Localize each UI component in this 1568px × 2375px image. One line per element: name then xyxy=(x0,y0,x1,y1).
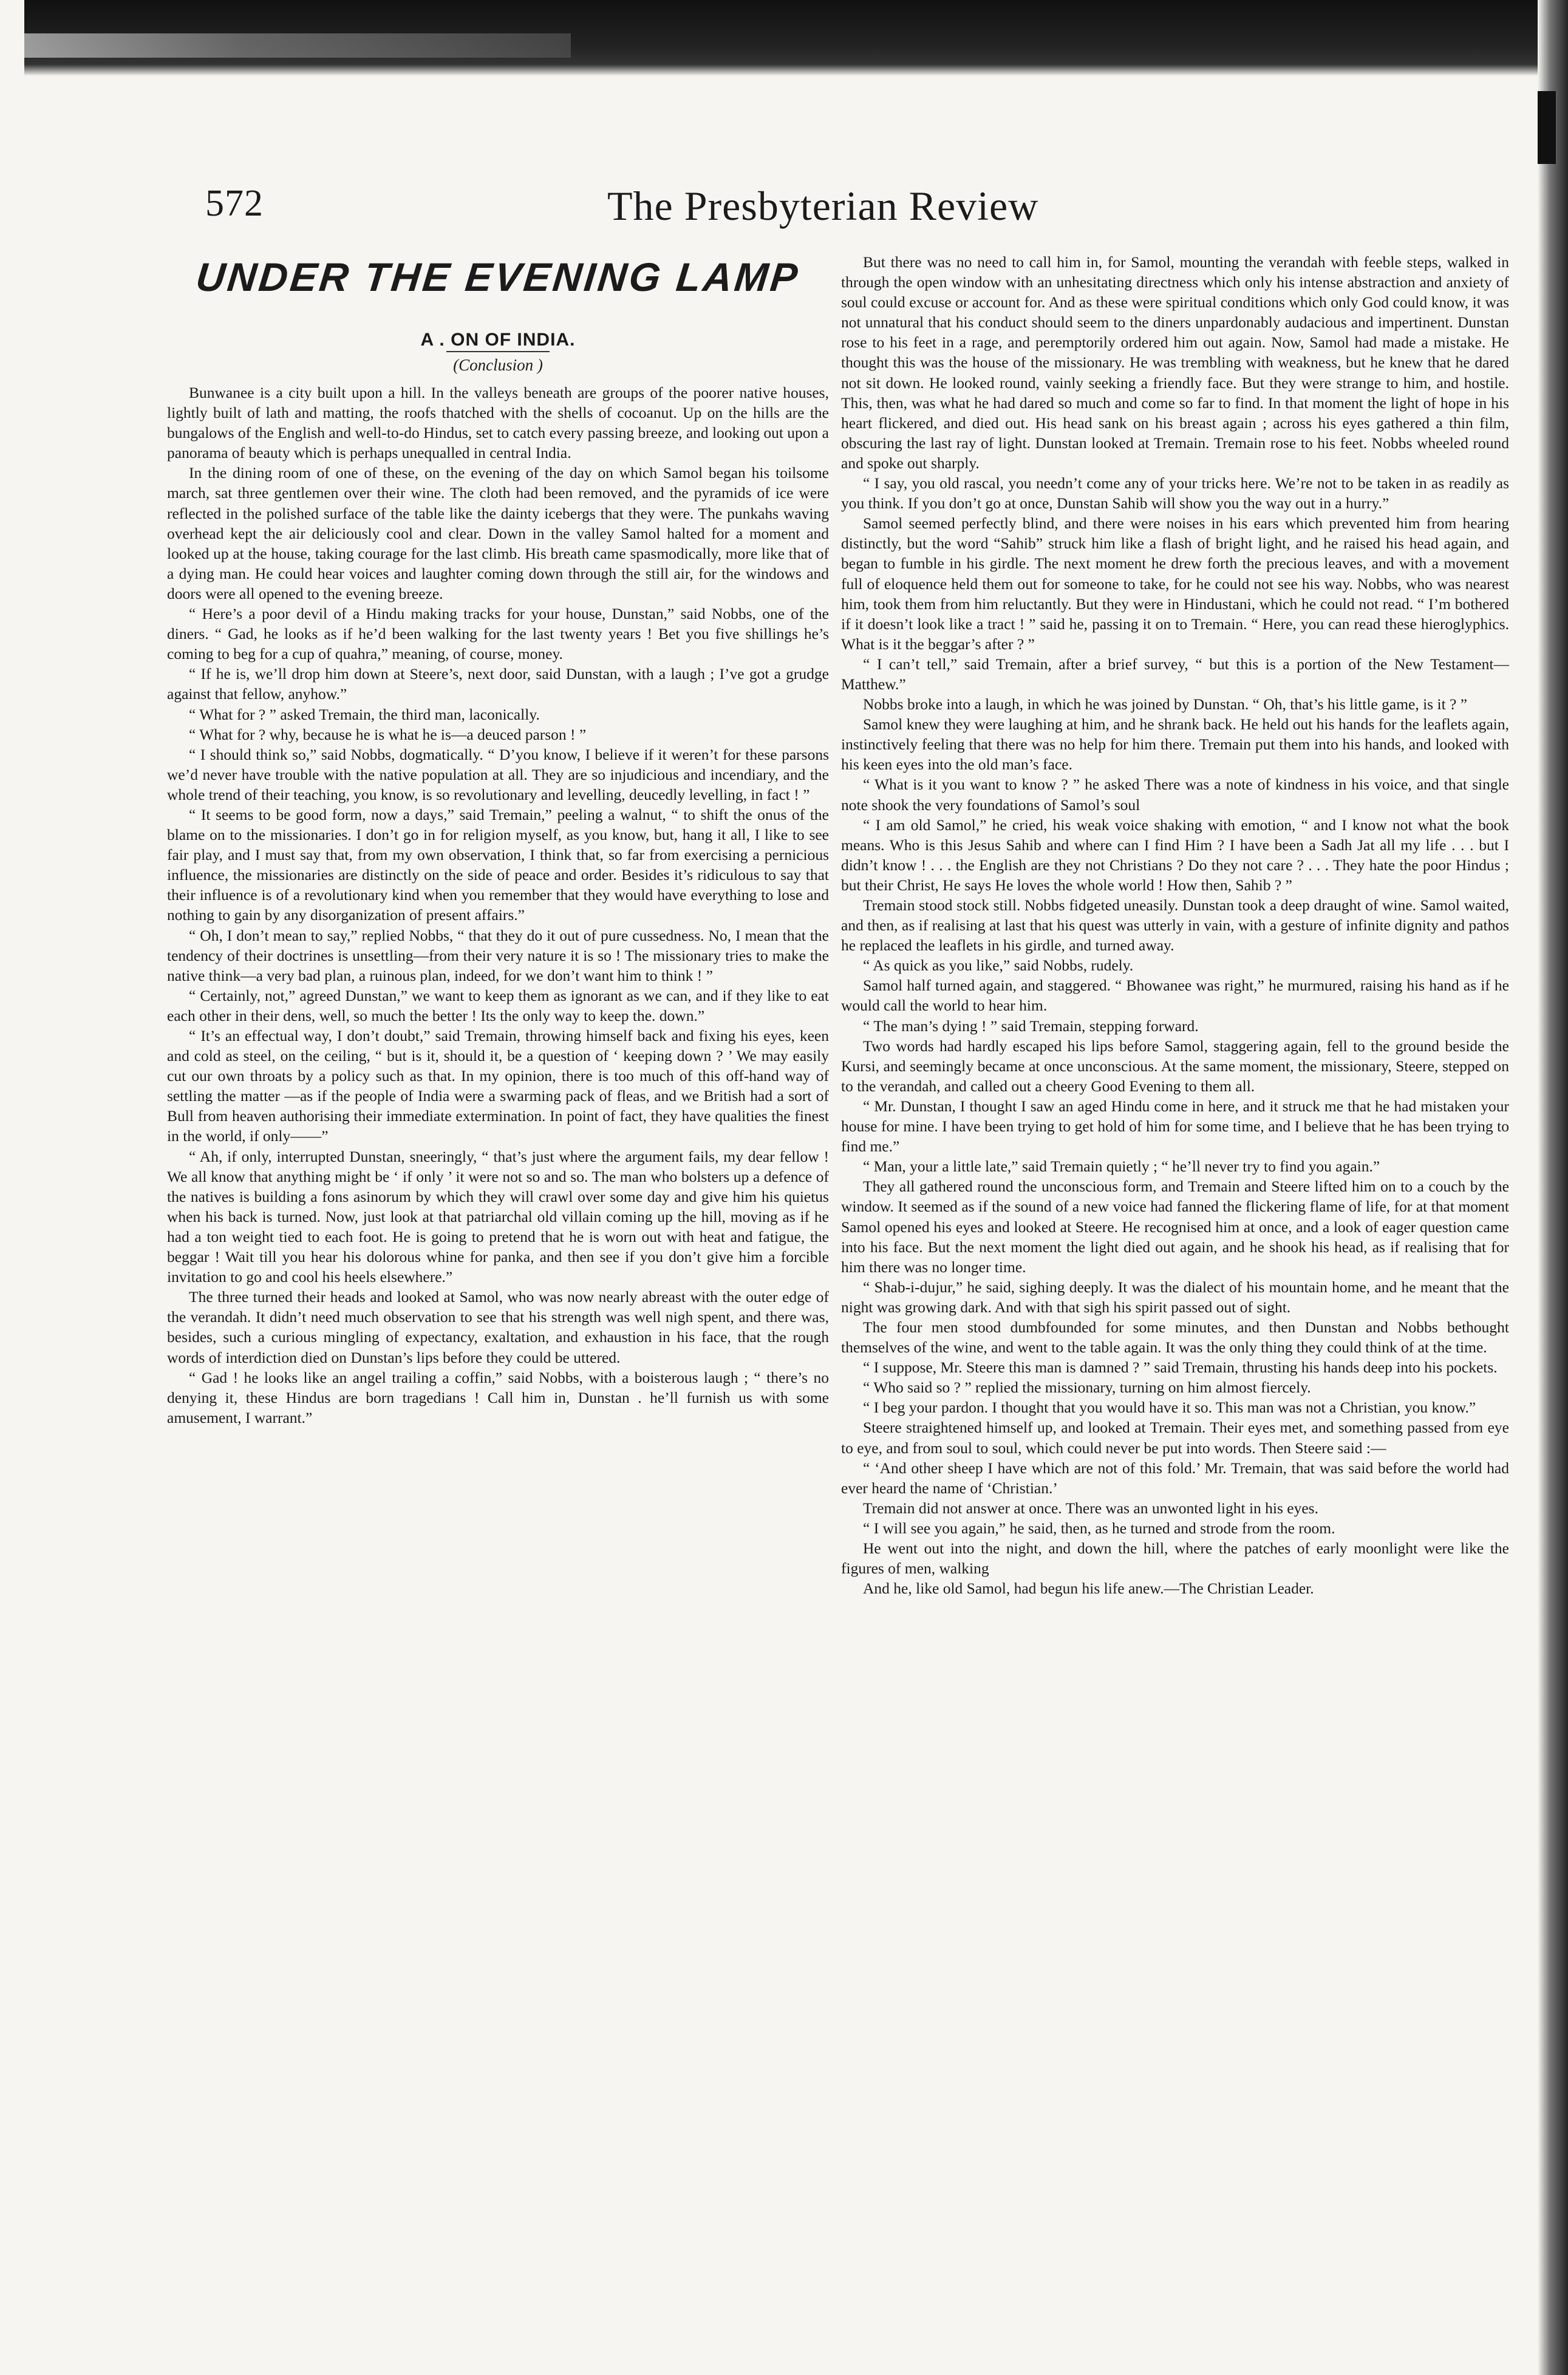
paragraph: “ Mr. Dunstan, I thought I saw an aged Hindu come in here, and it struck me that he had mistaken your house for mine. I have been trying to get hold of him for some time, and I believe that he has been trying to find me.” xyxy=(841,1097,1509,1156)
paragraph: “ ‘And other sheep I have which are not of this fold.’ Mr. Tremain, that was said before the world had ever heard the name of ‘Christian.’ xyxy=(841,1459,1509,1497)
right-column xyxy=(841,252,1509,1598)
paragraph: “ Oh, I don’t mean to say,” replied Nobbs, “ that they do it out of pure cussedness. No, I mean that the tendency of their doctrines is unsettling—from their very nature it is so ! The missionary tries to make the native think—a very bad plan, a ruinous plan, indeed, for we don’t want him to think ! ” xyxy=(167,926,829,984)
right-column-text xyxy=(841,252,1509,1598)
paragraph: “ What is it you want to know ? ” he asked There was a note of kindness in his voice, and that single note shook the very foundations of Samol’s soul xyxy=(841,775,1509,814)
paragraph: “ Certainly, not,” agreed Dunstan,” we want to keep them as ignorant as we can, and if they like to eat each other in their dens, well, so much the better ! Its the only way to keep the. down.” xyxy=(167,986,829,1024)
scan-border-gap xyxy=(24,33,571,58)
paragraph: “ I beg your pardon. I thought that you would have it so. This man was not a Christian, you know.” xyxy=(863,1399,1476,1417)
paragraph: “ I am old Samol,” he cried, his weak voice shaking with emotion, “ and I know not what the book means. Who is this Jesus Sahib and where can I find Him ? I have been a Sadh Jat all my life . . . but I didn’t know ! . . . the English are they not Christians ? Do they not care ? . . . They hate the poor Hindus ; but their Christ, He says He loves the whole world ! How then, Sahib ? ” xyxy=(841,816,1509,894)
paragraph: Steere straightened himself up, and looked at Tremain. Their eyes met, and something passed from eye to eye, and from soul to soul, which could never be put into words. Then Steere said :— xyxy=(841,1419,1509,1457)
paragraph: “ As quick as you like,” said Nobbs, rudely. xyxy=(863,956,1134,975)
paragraph: In the dining room of one of these, on the evening of the day on which Samol began his toilsome march, sat three gentlemen over their wine. The cloth had been removed, and the pyramids of ice were reflected in the polished surface of the table like the dainty icebergs that they were. The punkahs waving overhead kept the air deliciously cool and clear. Down in the valley Samol halted for a moment and looked up at the house, taking courage for the last climb. His breath came spasmodically, more like that of a dying man. He could hear voices and laughter coming down through the still air, for the windows and doors were all opened to the evening breeze. xyxy=(167,464,829,602)
section-title: UNDER THE EVENING LAMP xyxy=(194,254,802,299)
paragraph: “ I will see you again,” he said, then, as he turned and strode from the room. xyxy=(863,1519,1335,1537)
paragraph: Two words had hardly escaped his lips before Samol, staggering again, fell to the ground beside the Kursi, and seemingly became at once unconscious. At the same moment, the missionary, Steere, stepped on to the verandah, and called out a cheery Good Evening to them all. xyxy=(841,1037,1509,1095)
paragraph: Bunwanee is a city built upon a hill. In the valleys beneath are groups of the poorer native houses, lightly built of lath and matting, the roofs thatched with the shells of cocoanut. Up on the hills are the bungalows of the English and well-to-do Hindus, set to catch every passing breeze, and looking out upon a panorama of beauty which is perhaps unequalled in central India. xyxy=(167,384,829,462)
paragraph: Tremain did not answer at once. There was an unwonted light in his eyes. xyxy=(863,1499,1318,1517)
paragraph: “ Gad ! he looks like an angel trailing a coffin,” said Nobbs, with a boisterous laugh ; “ there’s no denying it, these Hindus are born tragedians ! Call him in, Dunstan . he’ll furnish us with some amusement, I warrant.” xyxy=(167,1368,829,1426)
paragraph: Samol knew they were laughing at him, and he shrank back. He held out his hands for the leaflets again, instinctively feeling that there was no help for him there. Tremain put them into his hands, and looked with his keen eyes into the old man’s face. xyxy=(841,715,1509,774)
paragraph: “ The man’s dying ! ” said Tremain, stepping forward. xyxy=(863,1017,1199,1035)
paragraph: “ I can’t tell,” said Tremain, after a brief survey, “ but this is a portion of the New Testament—Matthew.” xyxy=(841,655,1509,693)
page-number: 572 xyxy=(205,183,264,224)
paragraph: “ Who said so ? ” replied the missionary, turning on him almost fiercely. xyxy=(863,1378,1311,1397)
paragraph: “ What for ? why, because he is what he is—a deuced parson ! ” xyxy=(189,725,587,743)
scan-border-notch xyxy=(1538,91,1556,164)
paragraph: “ Shab-i-dujur,” he said, sighing deeply. It was the dialect of his mountain home, and he meant that the night was growing dark. And with that sigh his spirit passed out of sight. xyxy=(841,1278,1509,1316)
paragraph: “ Man, your a little late,” said Tremain quietly ; “ he’ll never try to find you again.” xyxy=(863,1157,1380,1176)
running-head: The Presbyterian Review xyxy=(607,183,1039,229)
paragraph: The three turned their heads and looked at Samol, who was now nearly abreast with the outer edge of the verandah. It didn’t need much observation to see that his strength was well nigh spent, and there was, besides, such a curious mingling of expectancy, exaltation, and exhaustion in his face, that the rough words of interdiction died on Dunstan’s lips before they could be uttered. xyxy=(167,1288,829,1366)
paragraph: “ I say, you old rascal, you needn’t come any of your tricks here. We’re not to be taken in as readily as you think. If you don’t go at once, Dunstan Sahib will show you the way out in a hurry.” xyxy=(841,474,1509,513)
paragraph: He went out into the night, and down the hill, where the patches of early moonlight were like the figures of men, walking xyxy=(841,1539,1509,1578)
title-rule xyxy=(446,351,550,352)
scan-border-top xyxy=(24,0,1568,76)
paragraph: “ What for ? ” asked Tremain, the third man, laconically. xyxy=(189,705,540,723)
paragraph: “ Here’s a poor devil of a Hindu making tracks for your house, Dunstan,” said Nobbs, one of the diners. “ Gad, he looks as if he’d been walking for the last twenty years ! Bet you five shillings he’s coming to beg for a cup of quahra,” meaning, of course, money. xyxy=(167,605,829,663)
scan-border-right xyxy=(1538,0,1568,2375)
paragraph: And he, like old Samol, had begun his life anew.—The Christian Leader. xyxy=(863,1579,1314,1598)
left-column xyxy=(167,255,829,1428)
article-subtitle: (Conclusion ) xyxy=(453,356,543,374)
paragraph: “ If he is, we’ll drop him down at Steere’s, next door, said Dunstan, with a laugh ; I’ve got a grudge against that fellow, anyhow.” xyxy=(167,665,829,703)
paragraph: But there was no need to call him in, for Samol, mounting the verandah with feeble steps, walked in through the open window with an unhesitating directness which only his intense abstraction and anxiety of soul could excuse or account for. And as these were spiritual conditions which only God could know, it was not unnatural that his conduct should seem to the diners unpardonably audacious and impertinent. Dunstan rose to his feet in a rage, and peremptorily ordered him out again. Now, Samol had made a mistake. He thought this was the house of the missionary. He was trembling with weakness, but he knew that he dared not sit down. He looked round, vainly seeking a friendly face. But they were strange to him, and hostile. This, then, was what he had dared so much and come so far to find. In that moment the light of hope in his heart flickered, and died out. His head sank on his breast again ; across his eyes gathered a thin film, obscuring the last ray of light. Dunstan looked at Tremain. Tremain rose to his feet. Nobbs wheeled round and spoke out sharply. xyxy=(841,253,1509,472)
paragraph: Samol seemed perfectly blind, and there were noises in his ears which prevented him from hearing distinctly, but the word “Sahib” struck him like a flash of bright light, and he raised his head again, and began to fumble in his girdle. The next moment he drew forth the precious leaves, and with a movement full of eloquence held them out for someone to take, for he could not see his way. Nobbs, who was nearest him, took them from him reluctantly. But they were in Hindustani, which he could not read. “ I’m bothered if it doesn’t look like a tract ! ” said he, passing it on to Tremain. “ Here, you can read these hieroglyphics. What is it the beggar’s after ? ” xyxy=(841,514,1509,653)
paragraph: Nobbs broke into a laugh, in which he was joined by Dunstan. “ Oh, that’s his little game, is it ? ” xyxy=(863,695,1468,714)
left-column-text xyxy=(167,383,829,1428)
paragraph: “ Ah, if only, interrupted Dunstan, sneeringly, “ that’s just where the argument fails, my dear fellow ! We all know that anything might be ‘ if only ’ it were not so and so. The man who bolsters up a defence of the natives is building a fons asinorum by which they will crawl over some day and give him his quietus when his back is turned. Now, just look at that patriarchal old villain coming up the hill, moving as if he had a ton weight tied to each foot. He is going to pretend that he is worn out with heat and fatigue, the beggar ! Wait till you hear his dolorous whine for panka, and then see if you don’t give him a forcible invitation to go and cool his heels elsewhere.” xyxy=(167,1147,829,1286)
paragraph: “ I suppose, Mr. Steere this man is damned ? ” said Tremain, thrusting his hands deep into his pockets. xyxy=(863,1358,1498,1377)
paragraph: The four men stood dumbfounded for some minutes, and then Dunstan and Nobbs bethought themselves of the wine, and went to the table again. It was the only thing they could think of at the time. xyxy=(841,1318,1509,1357)
article-title: A . ON OF INDIA. xyxy=(420,330,576,350)
paragraph: “ It’s an effectual way, I don’t doubt,” said Tremain, throwing himself back and fixing his eyes, keen and cold as steel, on the ceiling, “ but is it, should it, be a question of ‘ keeping down ? ’ We may easily cut our own throats by a policy such as that. In my opinion, there is too much of this off-hand way of settling the matter —as if the people of India were a swarming pack of fleas, and we British had a sort of Bull from heaven authorising their immediate extermination. In point of fact, they have qualities the finest in the world, if only——” xyxy=(167,1027,829,1145)
paragraph: They all gathered round the unconscious form, and Tremain and Steere lifted him on to a couch by the window. It seemed as if the sound of a new voice had fanned the flickering flame of life, for at that moment Samol opened his eyes and looked at Steere. He recognised him at once, and a look of eager question came into his face. But the next moment the light died out again, and he shook his head, as if realising that for him there was no longer time. xyxy=(841,1177,1509,1276)
paragraph: Samol half turned again, and staggered. “ Bhowanee was right,” he murmured, raising his hand as if he would call the world to hear him. xyxy=(841,976,1509,1015)
paragraph: “ I should think so,” said Nobbs, dogmatically. “ D’you know, I believe if it weren’t for these parsons we’d never have trouble with the native population at all. They are so injudicious and incendiary, and the whole trend of their teaching, you know, is so revolutionary and levelling, deucedly levelling, in fact ! ” xyxy=(167,745,829,803)
paragraph: “ It seems to be good form, now a days,” said Tremain,” peeling a walnut, “ to shift the onus of the blame on to the missionaries. I don’t go in for religion myself, as you know, but, hang it all, I like to see fair play, and I must say that, from my own observation, I think that, so far from exercising a pernicious influence, the missionaries are distinctly on the side of peace and order. Besides it’s ridiculous to say that their influence is of a revolutionary kind when you remember that they would have everything to lose and nothing to gain by any disorganization of present affairs.” xyxy=(167,805,829,924)
paragraph: Tremain stood stock still. Nobbs fidgeted uneasily. Dunstan took a deep draught of wine. Samol waited, and then, as if realising at last that his quest was utterly in vain, with a gesture of infinite dignity and pathos he replaced the leaflets in his girdle, and turned away. xyxy=(841,896,1509,955)
